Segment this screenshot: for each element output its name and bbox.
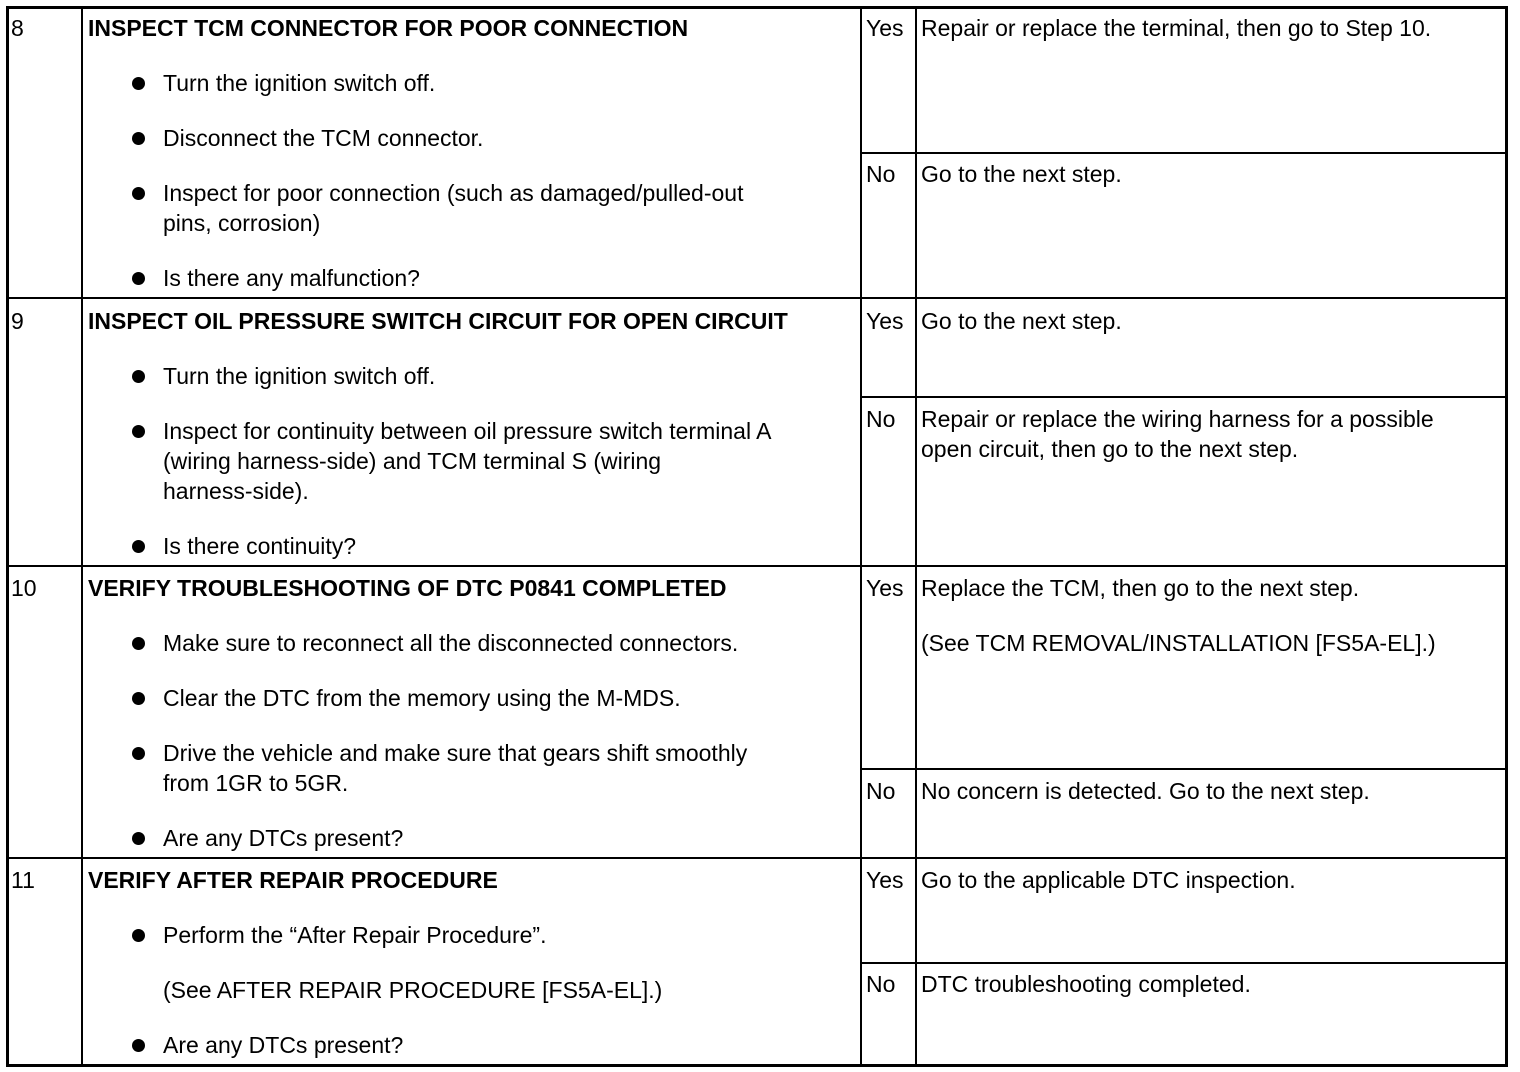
row-divider — [7, 297, 1507, 299]
step-title: INSPECT TCM CONNECTOR FOR POOR CONNECTION — [88, 15, 689, 41]
bullet-icon — [132, 425, 145, 438]
step-action: Is there continuity? — [163, 533, 357, 559]
yes-no-divider — [861, 768, 1507, 770]
bullet-icon — [132, 77, 145, 90]
bullet-icon — [132, 747, 145, 760]
bullet-icon — [132, 132, 145, 145]
step-number: 9 — [11, 308, 24, 334]
column-divider-number — [81, 7, 83, 1065]
yes-no-divider — [861, 962, 1507, 964]
yes-result: Go to the next step. — [921, 308, 1122, 334]
step-action: Clear the DTC from the memory using the M-MDS. — [163, 685, 681, 711]
no-result: Go to the next step. — [921, 161, 1122, 187]
step-action: Inspect for poor connection (such as damaged/pulled-out — [163, 180, 744, 206]
step-title: INSPECT OIL PRESSURE SWITCH CIRCUIT FOR OPEN CIRCUIT — [88, 308, 788, 334]
step-action: Inspect for continuity between oil pressure switch terminal A — [163, 418, 772, 444]
step-action: Turn the ignition switch off. — [163, 363, 436, 389]
step-action-note: (See AFTER REPAIR PROCEDURE [FS5A-EL].) — [163, 977, 663, 1003]
bullet-icon — [132, 1039, 145, 1052]
step-action: from 1GR to 5GR. — [163, 770, 349, 796]
no-result: Repair or replace the wiring harness for a possible — [921, 406, 1434, 432]
step-action: Make sure to reconnect all the disconnected connectors. — [163, 630, 739, 656]
step-number: 8 — [11, 15, 24, 41]
bullet-icon — [132, 187, 145, 200]
bullet-icon — [132, 692, 145, 705]
yes-no-divider — [861, 152, 1507, 154]
no-result: open circuit, then go to the next step. — [921, 436, 1299, 462]
no-result: DTC troubleshooting completed. — [921, 971, 1251, 997]
no-label: No — [866, 778, 896, 804]
bullet-icon — [132, 929, 145, 942]
step-action: Turn the ignition switch off. — [163, 70, 436, 96]
yes-result: Replace the TCM, then go to the next step. — [921, 575, 1360, 601]
yes-no-divider — [861, 396, 1507, 398]
bullet-icon — [132, 540, 145, 553]
row-divider — [7, 565, 1507, 567]
step-action: Is there any malfunction? — [163, 265, 420, 291]
step-action: harness-side). — [163, 478, 309, 504]
yes-label: Yes — [866, 867, 904, 893]
yes-result: Repair or replace the terminal, then go to Step 10. — [921, 15, 1432, 41]
column-divider-result — [915, 7, 917, 1065]
no-label: No — [866, 971, 896, 997]
step-action: Disconnect the TCM connector. — [163, 125, 484, 151]
step-title: VERIFY AFTER REPAIR PROCEDURE — [88, 867, 498, 893]
yes-label: Yes — [866, 15, 904, 41]
step-number: 11 — [11, 867, 35, 893]
step-action: Perform the “After Repair Procedure”. — [163, 922, 547, 948]
step-action: pins, corrosion) — [163, 210, 321, 236]
no-label: No — [866, 161, 896, 187]
step-action: Are any DTCs present? — [163, 825, 404, 851]
step-title: VERIFY TROUBLESHOOTING OF DTC P0841 COMPLETED — [88, 575, 727, 601]
bullet-icon — [132, 370, 145, 383]
bullet-icon — [132, 832, 145, 845]
bullet-icon — [132, 272, 145, 285]
column-divider-inspection — [860, 7, 862, 1065]
yes-result: Go to the applicable DTC inspection. — [921, 867, 1296, 893]
yes-label: Yes — [866, 308, 904, 334]
no-result: No concern is detected. Go to the next step. — [921, 778, 1370, 804]
step-action: Are any DTCs present? — [163, 1032, 404, 1058]
yes-label: Yes — [866, 575, 904, 601]
step-number: 10 — [11, 575, 37, 601]
yes-note: (See TCM REMOVAL/INSTALLATION [FS5A-EL].) — [921, 630, 1436, 656]
row-divider — [7, 857, 1507, 859]
no-label: No — [866, 406, 896, 432]
step-action: (wiring harness-side) and TCM terminal S (wiring — [163, 448, 662, 474]
bullet-icon — [132, 637, 145, 650]
step-action: Drive the vehicle and make sure that gears shift smoothly — [163, 740, 748, 766]
